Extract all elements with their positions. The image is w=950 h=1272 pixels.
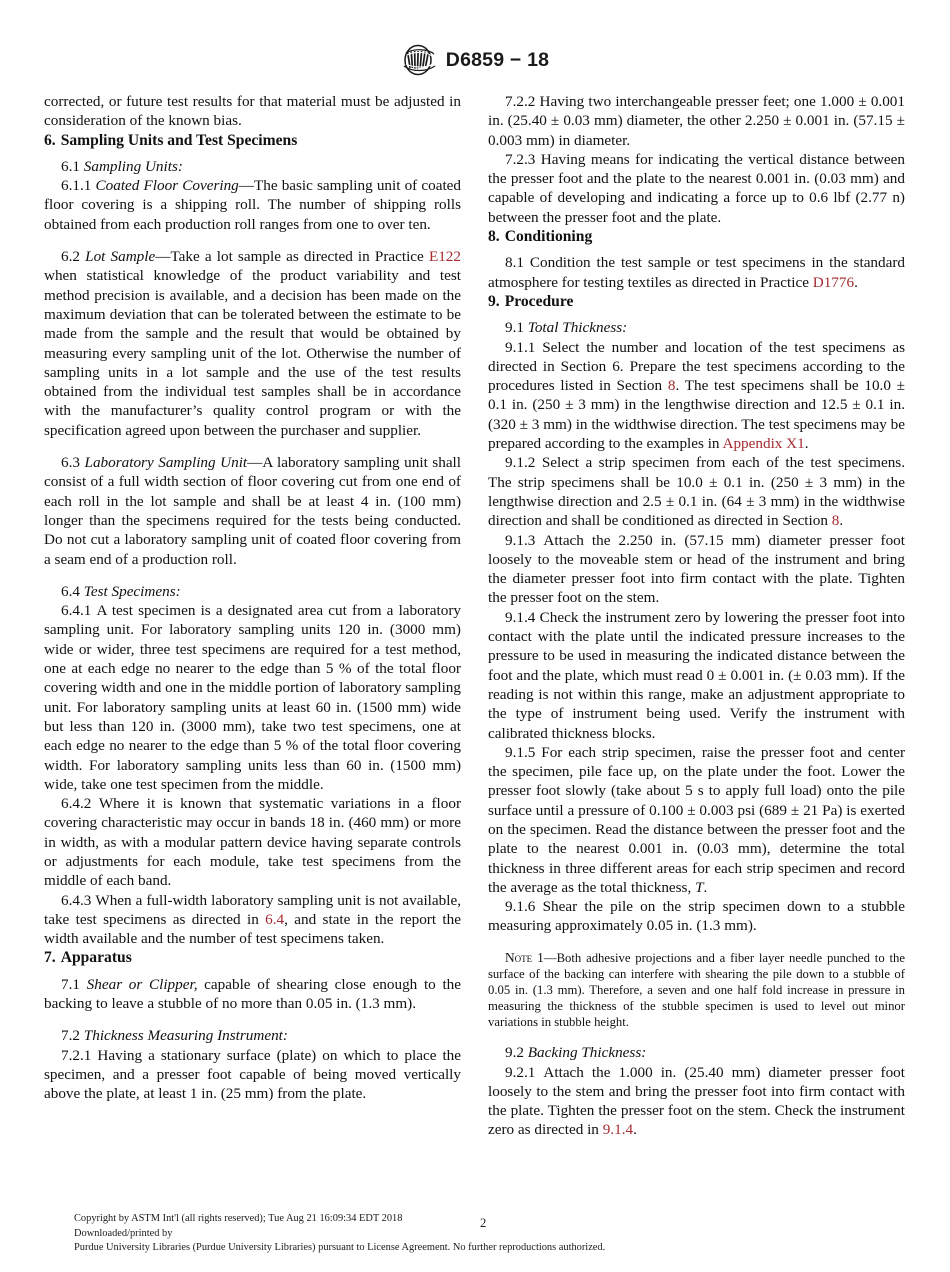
footer-license-line: Purdue University Libraries (Purdue University Libraries) pursuant to License Agreement. No further reproductions authorized. [74,1242,606,1254]
paragraph-6-1-1 [44,176,461,234]
section-title: Procedure [504,292,574,310]
paragraph-7-2-2 [488,92,905,150]
paragraph-6-4-3 [44,891,461,949]
section-title: Sampling Units and Test Specimens [60,131,298,149]
reference-link-section-8[interactable]: 8 [667,377,676,395]
clause-number: 7.2.1 [61,1046,92,1064]
clause-text: Check the instrument zero by lowering the presser foot into contact with the plate until the indicated pressure increases to the pressure to be used in measuring the indicated distance between the foot and the plate, which must read 0 ± 0.001 in. (± 0.03 mm). If the reading is not within this range, make an adjustment appropriate to the type of instrument being used. Verify the instrument with calibrated thickness blocks. [488,608,905,742]
clause-text: Shear the pile on the strip specimen down to a stubble measuring approximately 0.05 in. (1.3 mm). [488,898,906,935]
clause-title: Test Specimens: [83,582,181,600]
reference-link-d1776[interactable]: D1776 [812,273,855,291]
section-number: 6. [44,131,56,149]
clause-title: Laboratory Sampling Unit [84,454,248,472]
clause-text-a: Select a strip specimen from each of the test specimens. The strip specimens shall be 10.0 ± 0.1 in. (250 ± 3 mm) in the lengthwise direction and 2.5 ± 0.1 in. (64 ± 3 mm) in the widthwise direction and shall be conditioned as directed in Section [488,454,906,530]
clause-text-a: Select the number and location of the test specimens as directed in Section 6. Prepare the test specimens according to the procedures listed in Section [488,338,906,395]
clause-text: Attach the 2.250 in. (57.15 mm) diameter presser foot loosely to the moveable stem or head of the instrument and bring the diameter presser foot into firm contact with the plate. Tighten the presser foot on the stem. [488,531,905,607]
clause-number: 9.1.2 [505,454,536,472]
reference-link-section-8b[interactable]: 8 [831,512,840,530]
heading-section-6 [44,131,461,150]
page-footer [74,1212,874,1256]
paragraph-9-1-3 [488,531,905,608]
clause-number: 6.2 [61,248,80,266]
reference-link-9-1-4[interactable]: 9.1.4 [602,1121,634,1139]
clause-title: Sampling Units: [83,157,183,175]
clause-number: 9.1.1 [505,338,536,356]
paragraph-7-2-3 [488,150,905,227]
clause-text: capable of shearing close enough to the backing to leave a stubble of no more than 0.05 in. (1.3 mm). [44,975,462,1013]
heading-section-7 [44,948,461,967]
paragraph-7-2 [44,1026,461,1045]
clause-text-b: . [854,273,858,291]
clause-title: Lot Sample [85,248,156,266]
reference-link-appendix-x1[interactable]: Appendix X1 [722,435,805,453]
section-title: Apparatus [60,949,132,967]
clause-text: Where it is known that systematic variations in a floor covering characteristic may occur in bands 18 in. (460 mm) or more in width, as with a modular pattern device having separate controls or adjustments for each module, take test specimens from the middle of each band. [44,795,462,890]
clause-title: Total Thickness: [527,319,628,337]
clause-text-a: For each strip specimen, raise the presser foot and center the specimen, pile face up, on the plate under the foot. Lower the presser foot slowly (take about 5 s to apply full load) onto the pile surface until a pressure of 0.100 ± 0.003 psi (689 ± 21 Pa) is exerted on the specimen. Read the distance between the presser foot and the plate to the nearest 0.001 in. (0.03 mm), determine the total thickness in three different areas for each strip specimen and record the average as the total thickness, [488,743,905,896]
paragraph-6-4-2 [44,794,461,890]
paragraph-6-4-1 [44,601,461,794]
clause-number: 7.1 [61,975,80,993]
paragraph-9-2-1 [488,1063,905,1140]
paragraph-9-1-2 [488,453,905,530]
clause-number: 9.1.3 [505,531,536,549]
paragraph-7-2-1 [44,1046,461,1104]
clause-number: 7.2 [61,1027,80,1045]
clause-title: Shear or Clipper, [86,975,198,993]
clause-number: 7.2.3 [505,150,536,168]
clause-text-a: When a full-width laboratory sampling unit is not available, take test specimens as directed in [44,891,461,928]
clause-number: 9.1.4 [505,608,536,626]
clause-number: 7.2.2 [505,93,536,110]
clause-number: 6.4.1 [61,602,92,620]
clause-number: 9.1.5 [505,743,536,761]
paragraph-9-1-4 [488,608,905,743]
clause-number: 6.4 [61,582,80,600]
clause-number: 9.2.1 [505,1063,536,1081]
heading-section-9 [488,292,905,311]
clause-number: 9.2 [505,1044,524,1062]
clause-text-b: when statistical knowledge of the product variability and test method precision is available, and a decision has been made on the maximum deviation that can be tolerated between the estimate to be made from the sample and the result that would be obtained by measuring every sampling unit of the lot. Otherwise the number of sampling units in a lot sample and the use of the test results obtained from the individual test samples shall be in accordance with the manufacturer’s quality control program or with the specification agreed upon between the purchaser and supplier. [44,267,461,439]
clause-text-b: . [703,878,708,896]
clause-title: Coated Floor Covering [95,177,239,195]
footer-copyright-line: Copyright by ASTM Int'l (all rights reserved); Tue Aug 21 16:09:34 EDT 2018 [74,1213,403,1225]
note-label: Note 1 [505,949,544,965]
footer-downloaded-line: Downloaded/printed by [74,1227,173,1239]
paragraph-9-1-1 [488,338,905,454]
paragraph-7-1 [44,975,461,1014]
left-column [44,92,461,1140]
paragraph-carryover: corrected, or future test results for that material must be adjusted in consideration of the known bias. [44,93,461,130]
reference-link-e122[interactable]: E122 [428,248,461,266]
clause-text: —A laboratory sampling unit shall consist of a full width section of floor covering cut from one end of each roll in the lot sample and shall be at least 4 in. (100 mm) longer than the specimens required for the tests being conducted. Do not cut a laboratory sampling unit of coated floor covering from a seam end of a production roll. [44,454,461,568]
paragraph-9-1 [488,318,905,337]
page-header [0,44,950,76]
paragraph-9-1-6 [488,897,905,936]
document-designation: D6859 − 18 [445,48,550,71]
page-number: 2 [480,1216,487,1231]
reference-link-6-4[interactable]: 6.4 [265,910,285,928]
clause-text-b: . [839,512,844,530]
clause-number: 9.1 [505,319,524,337]
clause-text: A test specimen is a designated area cut from a laboratory sampling unit. For laboratory sampling units 120 in. (3000 mm) wide or wider, three test specimens are required for a test method, one at each edge no nearer to the edge than 5 % of the total floor covering width and one in the middle portion of laboratory sampling unit. For laboratory sampling units at least 60 in. (1500 mm) wide but less than 120 in. (3000 mm), take two test specimens, one at each edge no nearer to the edge than 5 % of the total floor covering width. For laboratory sampling units less than 60 in. (1500 mm) wide, take one test specimen from the middle. [44,602,461,793]
clause-text: Having two interchangeable presser feet; one 1.000 ± 0.001 in. (25.40 ± 0.03 mm) diameter, the other 2.250 ± 0.001 in. (57.15 ± 0.003 mm) in diameter. [488,93,905,149]
clause-text: —The basic sampling unit of coated floor covering is a shipping roll. The number of shipping rolls obtained from each production roll ranges from one to over ten. [44,177,461,233]
clause-text-b: , and state in the report the width available and the number of test specimens taken. [44,910,461,948]
note-1 [488,950,905,1030]
clause-number: 6.1 [61,157,80,175]
section-title: Conditioning [504,228,593,246]
page-body [44,92,906,1140]
paragraph-9-1-5 [488,743,905,897]
clause-number: 9.1.6 [505,898,536,916]
paragraph-6-3 [44,453,461,569]
clause-number: 6.1.1 [61,177,92,195]
heading-section-8 [488,227,905,246]
clause-text-b: . The test specimens shall be 10.0 ± 0.1 in. (250 ± 3 mm) in the lengthwise direction and 12.5 ± 0.1 in. (320 ± 3 mm) in the widthwise direction. The test specimens may be prepared according to the examples in [488,377,905,453]
paragraph-6-2 [44,247,461,440]
note-text: —Both adhesive projections and a fiber layer needle punched to the surface of the backing can interfere with shearing the pile down to a stubble of 0.05 in. (1.3 mm). Therefore, a seven and one half fold increase in pressure in measuring the thickness of the stubble specimen is used to level out minor variations in stubble height. [488,950,905,1030]
paragraph-9-2 [488,1043,905,1062]
clause-number: 6.4.2 [61,795,92,813]
section-number: 7. [44,949,56,967]
clause-title: Thickness Measuring Instrument: [83,1027,288,1045]
clause-text-a: Condition the test sample or test specimens in the standard atmosphere for testing textiles as directed in Practice [488,254,906,291]
clause-text-a: Attach the 1.000 in. (25.40 mm) diameter presser foot loosely to the stem and bring the presser foot into firm contact with the plate. Tighten the presser foot on the stem. Check the instrument zero as directed in [488,1063,905,1139]
paragraph-8-1 [488,253,905,292]
section-number: 8. [488,228,500,246]
clause-number: 6.3 [61,454,80,472]
clause-text: Having means for indicating the vertical distance between the presser foot and the plate to the nearest 0.001 in. (0.03 mm) and capable of developing and indicating a force up to 0.6 lbf (2.77 n) between the presser foot and the plate. [488,150,905,226]
clause-text-b: . [633,1121,637,1139]
paragraph-6-1 [44,157,461,176]
clause-number: 8.1 [505,254,524,272]
clause-number: 6.4.3 [61,891,92,909]
right-column [488,92,905,1140]
symbol-t: T [695,878,704,896]
clause-title: Backing Thickness: [527,1044,647,1062]
astm-logo-icon [401,44,437,76]
clause-text-a: —Take a lot sample as directed in Practice [155,248,429,266]
paragraph-6-4 [44,582,461,601]
clause-text-c: . [804,435,809,453]
section-number: 9. [488,292,500,310]
clause-text: Having a stationary surface (plate) on which to place the specimen, and a presser foot capable of being moved vertically above the plate, at least 1 in. (25 mm) from the plate. [44,1046,461,1103]
